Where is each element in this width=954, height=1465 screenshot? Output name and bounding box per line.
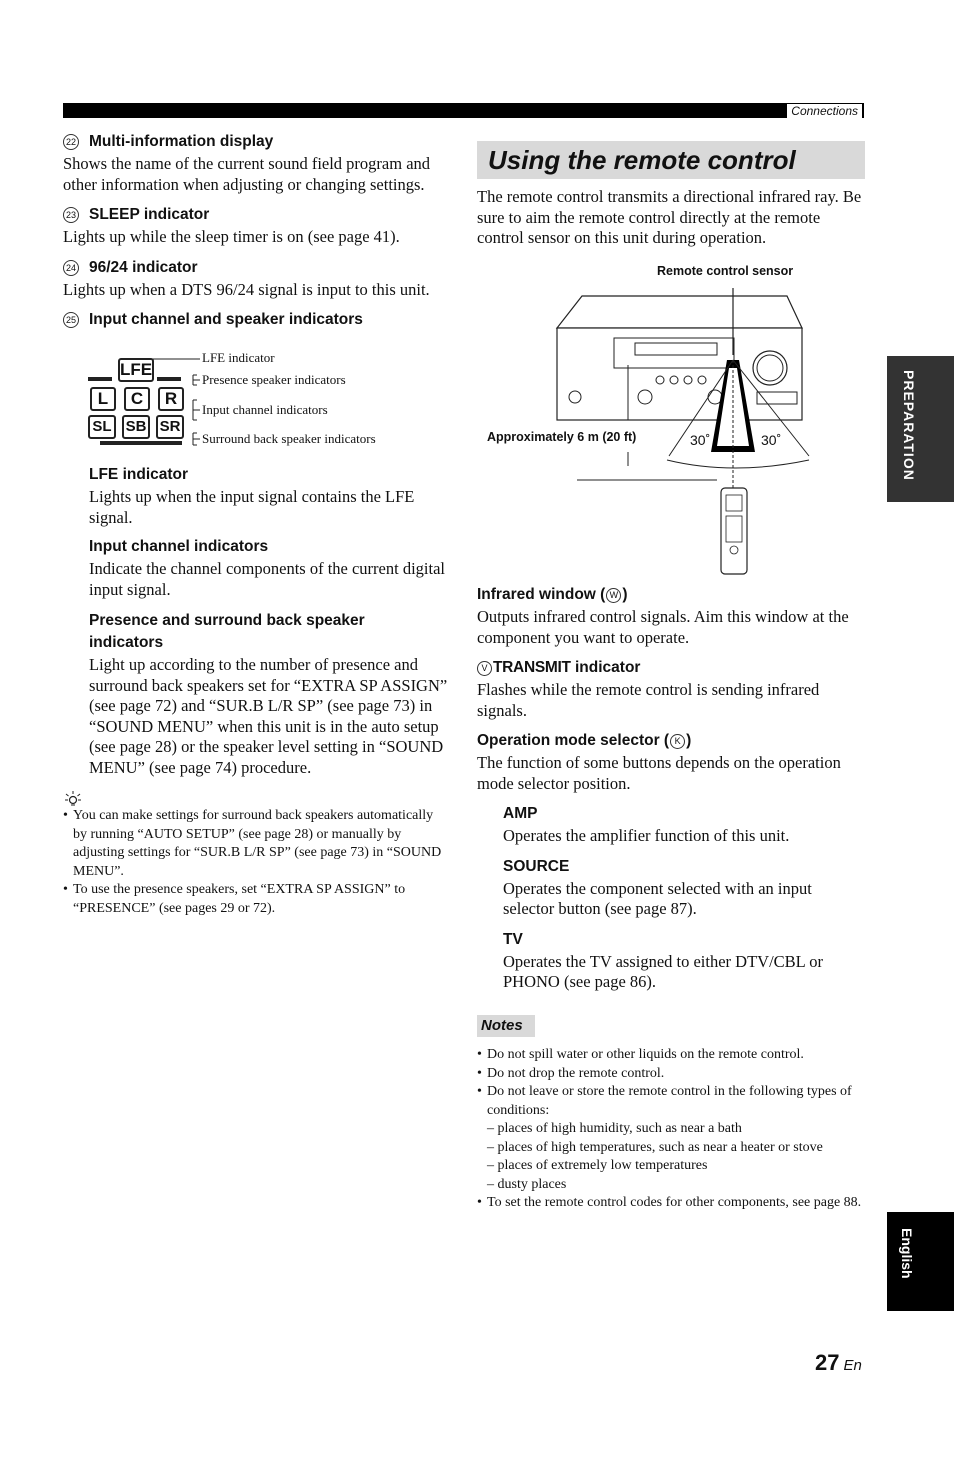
indicator-details <box>89 466 449 778</box>
indicator-bar <box>88 377 112 381</box>
c-box: C <box>124 387 150 411</box>
page-number <box>815 1350 862 1376</box>
item-heading <box>63 206 448 224</box>
condition-item: – dusty places <box>487 1176 567 1192</box>
mode-body: Operates the component selected with an input selector button (see page 87). <box>503 878 812 918</box>
angle-left-label: 30˚ <box>690 432 711 448</box>
heading-text: Operation mode selector ( <box>477 732 670 749</box>
tab-preparation-label: PREPARATION <box>901 370 917 481</box>
item-heading <box>63 133 448 151</box>
diagram-label: LFE indicator <box>202 350 275 365</box>
angle-right-label: 30˚ <box>761 432 782 448</box>
heading-text: ) <box>686 732 692 749</box>
item-title: Multi-information display <box>89 133 274 150</box>
sl-box: SL <box>88 415 116 439</box>
mode-heading: AMP <box>503 805 538 822</box>
note-item <box>477 1083 865 1194</box>
note-text: Do not leave or store the remote control in the following types of conditions: <box>487 1084 852 1118</box>
notes-label: Notes <box>481 1017 523 1034</box>
heading-text: indicator <box>570 659 641 676</box>
item-number: 24 <box>63 260 79 276</box>
item-body: Shows the name of the current sound field program and other information when adjusting or changing settings. <box>63 154 431 194</box>
heading-text: Infrared window ( <box>477 586 606 603</box>
diagram-label: Surround back speaker indicators <box>202 431 376 446</box>
item-title: 96/24 indicator <box>89 258 198 276</box>
item-body: Lights up when a DTS 96/24 signal is input to this unit. <box>63 279 430 299</box>
key-w-icon: W <box>606 588 621 603</box>
l-box: L <box>90 387 116 411</box>
header-bar <box>63 103 864 118</box>
remote-figure <box>477 260 865 580</box>
item-title: Input channel and speaker indicators <box>89 311 363 328</box>
mode-heading: SOURCE <box>503 857 570 875</box>
r-box: R <box>158 387 184 411</box>
key-k-icon: K <box>670 734 685 749</box>
opmode-heading <box>477 732 865 750</box>
diagram-label: Presence speaker indicators <box>202 372 346 387</box>
notes-list <box>477 1046 865 1213</box>
infrared-heading <box>477 586 865 604</box>
mode-body: Operates the TV assigned to either DTV/CBL or PHONO (see page 86). <box>503 951 824 991</box>
tips-list <box>63 807 450 918</box>
section-title: Using the remote control <box>488 145 796 175</box>
item-number: 23 <box>63 207 79 223</box>
heading-text: ) <box>622 586 628 603</box>
note-item: • Do not drop the remote control. <box>477 1065 865 1084</box>
sub-body: Light up according to the number of presence and surround back speakers set for “EXTRA SP ASSIGN” (see page 72) and “SUR.B L/R SP” (see page 73) in “SOUND MENU” when this unit is in the auto setup (see page 28) or the speaker level setting in “SOUND MENU” (see page 74) procedure. <box>89 655 448 777</box>
sub-heading: LFE indicator <box>89 466 189 483</box>
mode-list <box>503 805 865 993</box>
item-body: Lights up while the sleep timer is on (see page 41). <box>63 227 400 246</box>
left-column <box>63 133 448 329</box>
condition-item: – places of high humidity, such as near a bath <box>487 1121 742 1136</box>
item-heading <box>63 311 448 329</box>
transmit-heading <box>477 659 865 677</box>
note-item: • Do not spill water or other liquids on the remote control. <box>477 1046 865 1065</box>
tab-english[interactable] <box>887 1212 954 1311</box>
page-lang: En <box>843 1357 862 1374</box>
infrared-body: Outputs infrared control signals. Aim this window at the component you want to operate. <box>477 607 849 647</box>
sub-heading: Input channel indicators <box>89 538 269 555</box>
sub-body: Indicate the channel components of the current digital input signal. <box>89 559 445 599</box>
transmit-word: TRANSMIT <box>493 659 571 676</box>
intro-text: The remote control transmits a directional infrared ray. Be sure to aim the remote control directly at the remote control sensor on this unit during operation. <box>477 187 862 247</box>
tab-preparation[interactable] <box>887 356 954 502</box>
transmit-body: Flashes while the remote control is sending infrared signals. <box>477 680 820 720</box>
remote-descriptions <box>477 586 865 993</box>
distance-label: Approximately 6 m (20 ft) <box>487 430 637 444</box>
note-item: • To set the remote control codes for other components, see page 88. <box>477 1194 865 1213</box>
leader-lines <box>150 345 202 453</box>
section-label: Connections <box>787 104 862 118</box>
sub-heading: Presence and surround back speaker indicators <box>89 612 365 651</box>
condition-item: – places of extremely low temperatures <box>487 1158 708 1173</box>
indicator-diagram <box>88 345 418 455</box>
mode-body: Operates the amplifier function of this unit. <box>503 826 790 845</box>
tip-icon <box>64 790 82 808</box>
opmode-body: The function of some buttons depends on the operation mode selector position. <box>477 753 841 793</box>
page-number-value: 27 <box>815 1350 840 1375</box>
sensor-label: Remote control sensor <box>657 264 794 278</box>
item-title: SLEEP indicator <box>89 206 210 223</box>
diagram-label: Input channel indicators <box>202 402 328 417</box>
sb-box: SB <box>122 415 150 439</box>
condition-item: – places of high temperatures, such as near a heater or stove <box>487 1139 823 1155</box>
item-number: 22 <box>63 134 79 150</box>
mode-heading: TV <box>503 930 523 948</box>
tab-english-label: English <box>899 1228 915 1279</box>
item-number: 25 <box>63 312 79 328</box>
sr-box: SR <box>156 415 184 439</box>
key-v-icon: V <box>477 661 492 676</box>
sub-body: Lights up when the input signal contains the LFE signal. <box>89 487 415 527</box>
lfe-box: LFE <box>118 358 154 382</box>
item-heading <box>63 259 448 277</box>
tip-item: • To use the presence speakers, set “EXTRA SP ASSIGN” to “PRESENCE” (see pages 29 or 72). <box>63 881 450 918</box>
section-title-box <box>477 141 865 179</box>
notes-label-box <box>477 1015 535 1037</box>
tip-item: • You can make settings for surround back speakers automatically by running “AUTO SETUP” (see page 28) or manually by adjusting settings for “SUR.B L/R SP” (see page 73) in “SOUND MENU”. <box>63 807 450 881</box>
